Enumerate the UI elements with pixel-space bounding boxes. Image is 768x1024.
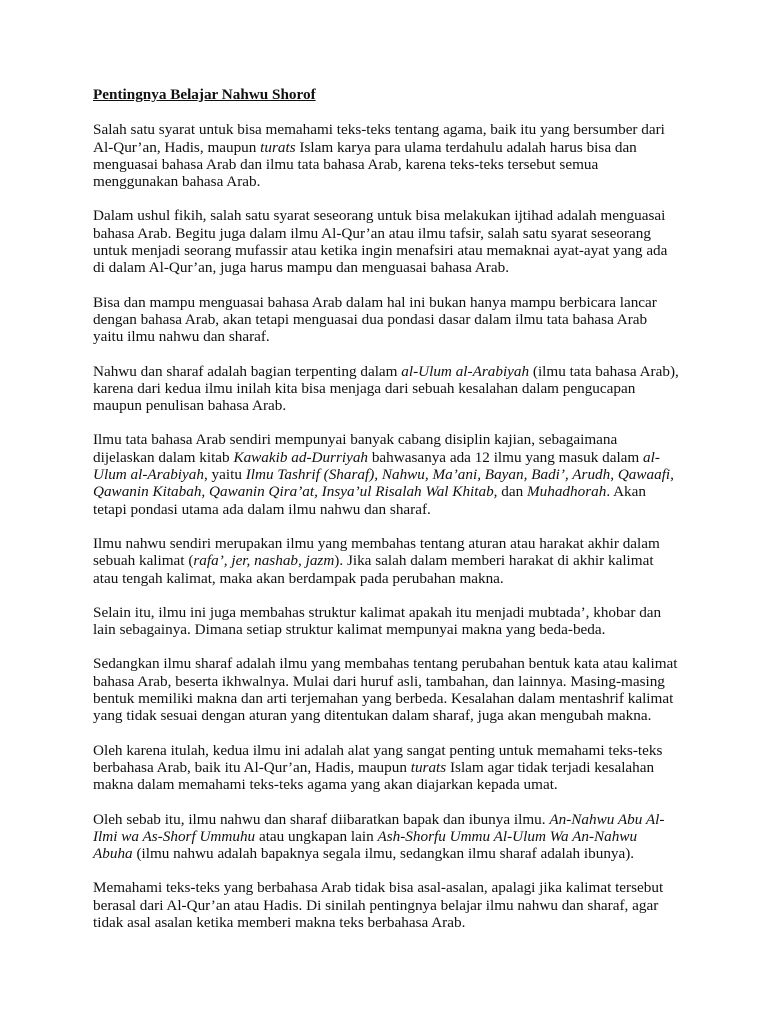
paragraph <box>93 363 679 415</box>
text-run: (ilmu tata bahasa Arab), karena dari kedua ilmu inilah kita bisa menjaga dari sebuah kesalahan dalam pengucapan maupun penulisan bahasa Arab. <box>93 362 679 415</box>
text-run: (ilmu nahwu adalah bapaknya segala ilmu, sedangkan ilmu sharaf adalah ibunya). <box>132 845 635 863</box>
document-page <box>93 86 679 948</box>
italic-text-run: turats <box>410 758 447 776</box>
text-run: , dan <box>493 483 527 501</box>
paragraph <box>93 742 679 794</box>
document-title: Pentingnya Belajar Nahwu Shorof <box>93 86 316 103</box>
text-run: Ilmu nahwu sendiri merupakan ilmu yang membahas tentang aturan atau harakat akhir dalam sebuah kalimat ( <box>93 534 660 570</box>
text-run: Sedangkan ilmu sharaf adalah ilmu yang membahas tentang perubahan bentuk kata atau kalimat bahasa Arab, beserta ikhwalnya. Mulai dari huruf asli, tambahan, dan lainnya. Masing-masing bentuk memiliki makna dan arti terjemahan yang berbeda. Kesalahan dalam mentashrif kalimat yang tidak sesuai dengan aturan yang ditentukan dalam sharaf, juga akan mengubah makna. <box>93 655 678 725</box>
text-run: Ilmu tata bahasa Arab sendiri mempunyai banyak cabang disiplin kajian, sebagaimana dijelaskan dalam kitab <box>93 431 618 466</box>
text-run: Islam karya para ulama terdahulu adalah harus bisa dan menguasai bahasa Arab dan ilmu tata bahasa Arab, karena teks-teks tersebut semua menggunakan bahasa Arab. <box>93 138 637 191</box>
paragraph <box>93 811 679 863</box>
paragraph <box>93 207 679 276</box>
italic-text-run: turats <box>260 138 296 156</box>
paragraph <box>93 121 679 190</box>
paragraph <box>93 655 679 724</box>
text-run: Bisa dan mampu menguasai bahasa Arab dalam hal ini bukan hanya mampu berbicara lancar dengan bahasa Arab, akan tetapi menguasai dua pondasi dasar dalam ilmu tata bahasa Arab yaitu ilmu nahwu dan sharaf. <box>93 293 657 346</box>
italic-text-run: Ilmu Tashrif (Sharaf), Nahwu, Ma’ani, Bayan, Badi’, Arudh, Qawaafi, Qawanin Kitabah, Qawanin Qira’at, Insya’ul Risalah Wal Khitab <box>93 466 674 501</box>
paragraph <box>93 294 679 346</box>
text-run: bahwasanya ada 12 ilmu yang masuk dalam <box>368 448 644 466</box>
italic-text-run: al-Ulum al-Arabiyah <box>401 362 530 380</box>
text-run: ). Jika salah dalam memberi harakat di akhir kalimat atau tengah kalimat, maka akan berdampak pada perubahan makna. <box>93 552 654 587</box>
document-body <box>93 121 679 931</box>
text-run: Selain itu, ilmu ini juga membahas struktur kalimat apakah itu menjadi mubtada’, khobar dan lain sebagainya. Dimana setiap struktur kalimat mempunyai makna yang beda-beda. <box>93 603 662 639</box>
italic-text-run: Muhadhorah <box>527 483 607 501</box>
text-run: Memahami teks-teks yang berbahasa Arab tidak bisa asal-asalan, apalagi jika kalimat tersebut berasal dari Al-Qur’an atau Hadis. Di sinilah pentingnya belajar ilmu nahwu dan sharaf, agar tidak asal asalan ketika memberi makna teks berbahasa Arab. <box>93 879 664 931</box>
text-run: Nahwu dan sharaf adalah bagian terpenting dalam <box>93 362 402 380</box>
paragraph <box>93 535 679 587</box>
italic-text-run: rafa’, jer, nashab, jazm <box>193 552 335 570</box>
text-run: Dalam ushul fikih, salah satu syarat seseorang untuk bisa melakukan ijtihad adalah menguasai bahasa Arab. Begitu juga dalam ilmu Al-Qur’an atau ilmu tafsir, salah satu syarat seseorang untuk menjadi seorang mufassir atau ketika ingin menafsiri atau memaknai ayat-ayat yang ada di dalam Al-Qur’an, juga harus mampu dan menguasai bahasa Arab. <box>93 207 668 277</box>
italic-text-run: al-Ulum al-Arabiyah <box>93 448 660 484</box>
paragraph <box>93 879 679 931</box>
text-run: Salah satu syarat untuk bisa memahami teks-teks tentang agama, baik itu yang bersumber dari Al-Qur’an, Hadis, maupun <box>93 121 665 156</box>
italic-text-run: Ash-Shorfu Ummu Al-Ulum Wa An-Nahwu Abuha <box>93 827 638 863</box>
paragraph <box>93 431 679 517</box>
text-run: , yaitu <box>203 466 246 484</box>
paragraph <box>93 604 679 639</box>
italic-text-run: An-Nahwu Abu Al-Ilmi wa As-Shorf Ummuhu <box>93 810 665 845</box>
text-run: atau ungkapan lain <box>255 827 378 845</box>
text-run: Oleh karena itulah, kedua ilmu ini adalah alat yang sangat penting untuk memahami teks-teks berbahasa Arab, baik itu Al-Qur’an, Hadis, maupun <box>93 741 663 776</box>
text-run: Oleh sebab itu, ilmu nahwu dan sharaf diibaratkan bapak dan ibunya ilmu. <box>93 810 550 828</box>
italic-text-run: Kawakib ad-Durriyah <box>233 448 369 466</box>
text-run: . Akan tetapi pondasi utama ada dalam ilmu nahwu dan sharaf. <box>93 483 646 518</box>
text-run: Islam agar tidak terjadi kesalahan makna dalam memahami teks-teks agama yang akan diajarkan kepada umat. <box>93 758 655 794</box>
